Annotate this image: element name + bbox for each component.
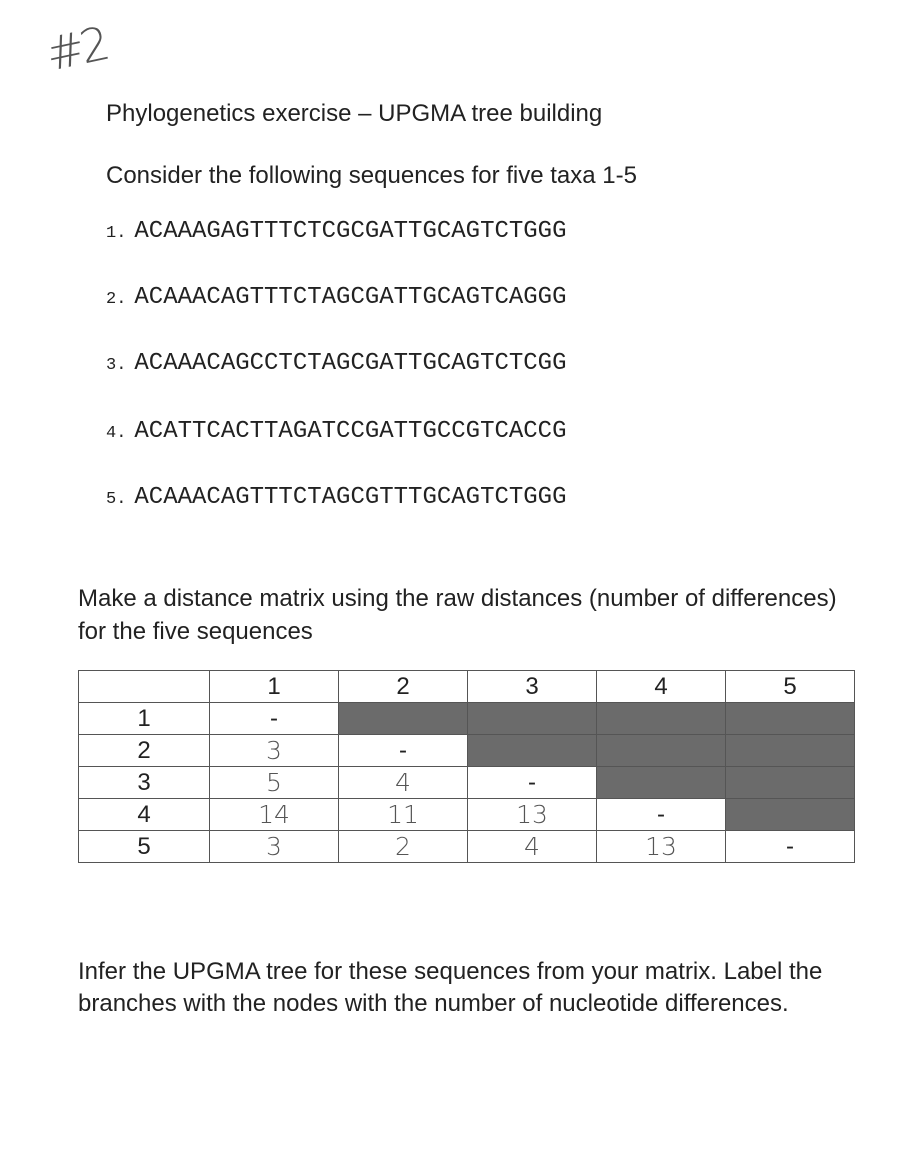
matrix-cell-handwritten: 4 bbox=[339, 767, 468, 799]
matrix-shaded-cell bbox=[597, 703, 726, 735]
sequence-line bbox=[106, 484, 566, 511]
matrix-cell: - bbox=[210, 703, 339, 735]
sequence-number: 5. bbox=[106, 490, 127, 509]
matrix-cell: - bbox=[597, 799, 726, 831]
sequence-text: ACATTCACTTAGATCCGATTGCCGTCACCG bbox=[134, 418, 567, 445]
matrix-row-header: 1 bbox=[79, 703, 210, 735]
sequence-number: 3. bbox=[106, 356, 127, 375]
matrix-row bbox=[79, 831, 855, 863]
sequence-number: 2. bbox=[106, 290, 127, 309]
matrix-cell: - bbox=[468, 767, 597, 799]
sequence-number: 1. bbox=[106, 224, 127, 243]
matrix-row bbox=[79, 767, 855, 799]
matrix-shaded-cell bbox=[339, 703, 468, 735]
distance-matrix-table bbox=[78, 670, 855, 863]
matrix-column-header: 3 bbox=[468, 671, 597, 703]
matrix-corner-cell bbox=[79, 671, 210, 703]
matrix-row-header: 4 bbox=[79, 799, 210, 831]
sequence-text: ACAAACAGTTTCTAGCGTTTGCAGTCTGGG bbox=[134, 484, 567, 511]
matrix-shaded-cell bbox=[468, 735, 597, 767]
matrix-cell: - bbox=[726, 831, 855, 863]
sequence-text: ACAAACAGCCTCTAGCGATTGCAGTCTCGG bbox=[134, 350, 567, 377]
matrix-row-header: 2 bbox=[79, 735, 210, 767]
matrix-row bbox=[79, 703, 855, 735]
matrix-row-header: 3 bbox=[79, 767, 210, 799]
sequence-text: ACAAAGAGTTTCTCGCGATTGCAGTCTGGG bbox=[134, 218, 567, 245]
matrix-shaded-cell bbox=[726, 703, 855, 735]
matrix-cell-handwritten: 13 bbox=[468, 799, 597, 831]
sequence-line bbox=[106, 350, 566, 377]
matrix-row bbox=[79, 735, 855, 767]
sequence-line bbox=[106, 284, 566, 311]
sequence-number: 4. bbox=[106, 424, 127, 443]
matrix-column-header: 4 bbox=[597, 671, 726, 703]
matrix-cell-handwritten: 4 bbox=[468, 831, 597, 863]
intro-text: Consider the following sequences for five taxa 1-5 bbox=[106, 162, 637, 189]
matrix-cell-handwritten: 5 bbox=[210, 767, 339, 799]
matrix-cell-handwritten: 3 bbox=[210, 831, 339, 863]
matrix-column-header: 2 bbox=[339, 671, 468, 703]
matrix-instructions: Make a distance matrix using the raw distances (number of differences) for the five sequences bbox=[78, 585, 837, 645]
matrix-cell-handwritten: 11 bbox=[339, 799, 468, 831]
matrix-shaded-cell bbox=[468, 703, 597, 735]
exercise-title: Phylogenetics exercise – UPGMA tree building bbox=[106, 100, 603, 127]
matrix-shaded-cell bbox=[597, 767, 726, 799]
matrix-shaded-cell bbox=[597, 735, 726, 767]
matrix-cell-handwritten: 13 bbox=[597, 831, 726, 863]
matrix-row-header: 5 bbox=[79, 831, 210, 863]
matrix-row bbox=[79, 799, 855, 831]
matrix-shaded-cell bbox=[726, 735, 855, 767]
matrix-cell: - bbox=[339, 735, 468, 767]
matrix-cell-handwritten: 3 bbox=[210, 735, 339, 767]
matrix-cell-handwritten: 14 bbox=[210, 799, 339, 831]
handwritten-problem-number: #2 bbox=[41, 16, 111, 82]
sequence-text: ACAAACAGTTTCTAGCGATTGCAGTCAGGG bbox=[134, 284, 567, 311]
matrix-column-header: 5 bbox=[726, 671, 855, 703]
matrix-shaded-cell bbox=[726, 799, 855, 831]
sequence-line bbox=[106, 418, 566, 445]
matrix-header-row bbox=[79, 671, 855, 703]
matrix-cell-handwritten: 2 bbox=[339, 831, 468, 863]
matrix-shaded-cell bbox=[726, 767, 855, 799]
matrix-column-header: 1 bbox=[210, 671, 339, 703]
tree-instructions: Infer the UPGMA tree for these sequences from your matrix. Label the branches with the nodes with the number of nucleotide differences. bbox=[78, 958, 823, 1017]
sequence-line bbox=[106, 218, 566, 245]
